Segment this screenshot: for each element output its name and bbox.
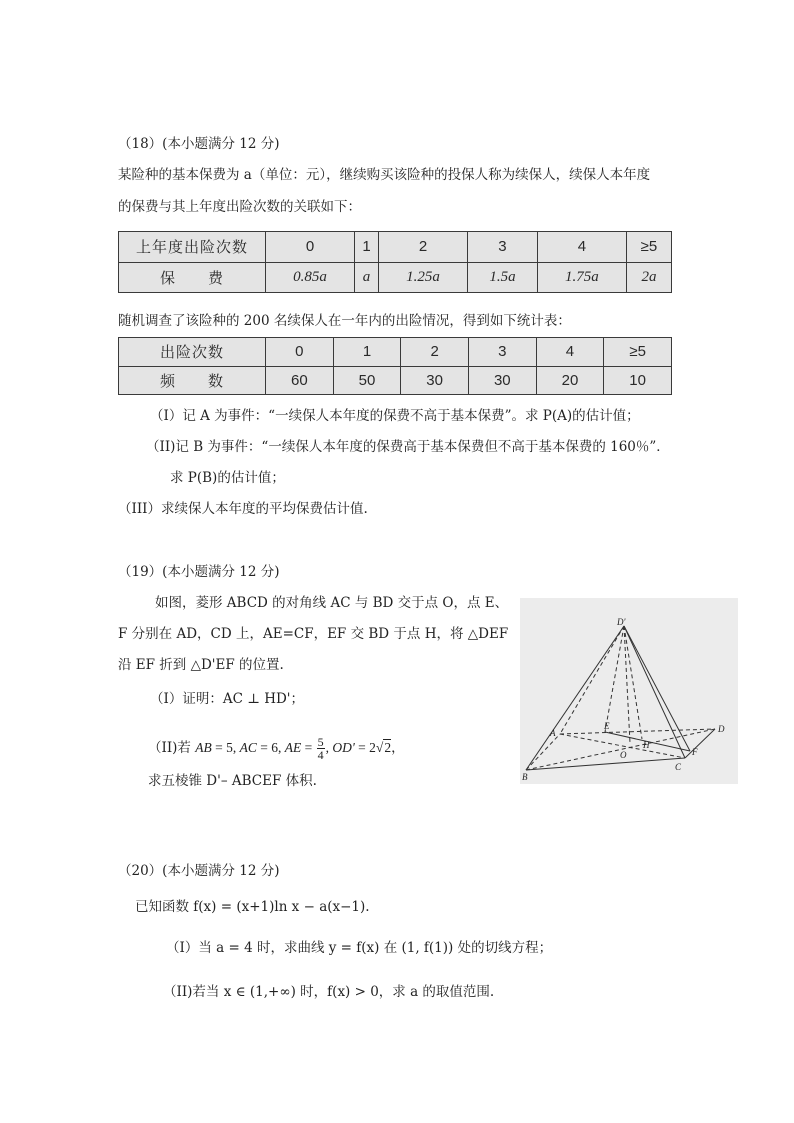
q18-part3: （III）求续保人本年度的平均保费估计值. [118, 501, 368, 517]
vertex-label-e: E [604, 721, 610, 731]
table-cell: 50 [333, 366, 401, 395]
frequency-table-row-claims [119, 338, 672, 367]
table-cell: 0 [266, 232, 355, 263]
q18-part2-line2: 求 P(B)的估计值； [170, 470, 285, 486]
q20-header: （20）(本小题满分 12 分) [118, 863, 280, 879]
premium-table-row-claims [119, 232, 672, 263]
q18-header: （18）(本小题满分 12 分) [118, 136, 280, 152]
vertex-label-d: D [718, 724, 725, 734]
table-cell: ≥5 [604, 338, 672, 367]
table-cell: 0.85a [266, 262, 355, 293]
q19-header: （19）(本小题满分 12 分) [118, 564, 280, 580]
table-cell: 4 [537, 232, 626, 263]
table-cell: 1.5a [468, 262, 538, 293]
pyramid-diagram [520, 598, 738, 784]
q18-survey-text: 随机调查了该险种的 200 名续保人在一年内的出险情况，得到如下统计表： [118, 313, 571, 329]
q19-part2 [148, 728, 405, 768]
table-cell: 60 [266, 366, 334, 395]
table-cell: 1 [333, 338, 401, 367]
table-cell: 1 [355, 232, 379, 263]
frequency-table [118, 337, 672, 395]
vertex-label-d-prime: D' [617, 617, 626, 627]
q19-part2-formula: AB = 5, AC = 6, AE = $\frac{5}{4}$ , OD' = 2√2， [195, 735, 405, 763]
q19-part2-label: （II)若 [148, 740, 191, 756]
q19-text-line1: 如图，菱形 ABCD 的对角线 AC 与 BD 交于点 O，点 E、 [155, 595, 509, 611]
table-cell: 保 费 [119, 262, 266, 293]
table-cell: 20 [536, 366, 604, 395]
q20-part1: （I）当 a = 4 时，求曲线 y = f(x) 在 (1, f(1)) 处的切线方程； [166, 940, 553, 956]
table-cell: 4 [536, 338, 604, 367]
table-cell: 3 [468, 232, 538, 263]
table-cell: 30 [401, 366, 469, 395]
q18-intro-line1: 某险种的基本保费为 a（单位：元），继续购买该险种的投保人称为续保人，续保人本年度 [118, 167, 651, 183]
pyramid-figure [520, 598, 738, 784]
q20-given: 已知函数 f(x) = (x+1)ln x − a(x−1). [135, 899, 370, 915]
q19-part3: 求五棱锥 D'– ABCEF 体积. [148, 773, 317, 789]
q19-text-line2: F 分别在 AD，CD 上，AE=CF，EF 交 BD 于点 H，将 △DEF [118, 626, 509, 642]
premium-table [118, 231, 672, 293]
table-cell: 上年度出险次数 [119, 232, 266, 263]
table-cell: 频 数 [119, 366, 266, 395]
table-cell: 3 [468, 338, 536, 367]
vertex-label-c: C [675, 762, 682, 772]
table-cell: 2a [626, 262, 671, 293]
q18-intro-line2: 的保费与其上年度出险次数的关联如下： [118, 199, 361, 215]
q19-part1: （I）证明：AC ⊥ HD'； [150, 691, 304, 707]
table-cell: 10 [604, 366, 672, 395]
table-cell: 1.75a [537, 262, 626, 293]
table-cell: 出险次数 [119, 338, 266, 367]
frequency-table-row-counts [119, 366, 672, 395]
table-cell: ≥5 [626, 232, 671, 263]
table-cell: 30 [468, 366, 536, 395]
vertex-label-h: H [643, 740, 650, 750]
table-cell: a [355, 262, 379, 293]
table-cell: 2 [401, 338, 469, 367]
q20-part2: （II)若当 x ∈ (1,+∞) 时，f(x) > 0，求 a 的取值范围. [163, 984, 495, 1000]
vertex-label-f: F [692, 747, 698, 757]
table-cell: 1.25a [378, 262, 467, 293]
vertex-label-o: O [620, 750, 627, 760]
table-cell: 2 [378, 232, 467, 263]
premium-table-row-premium [119, 262, 672, 293]
q18-part2-line1: （II)记 B 为事件：“一续保人本年度的保费高于基本保费但不高于基本保费的 160％”． [146, 439, 670, 455]
vertex-label-a: A [550, 728, 556, 738]
q18-part1: （I）记 A 为事件：“一续保人本年度的保费不高于基本保费”。求 P(A)的估计值； [150, 408, 640, 424]
q19-text-line3: 沿 EF 折到 △D'EF 的位置. [118, 657, 284, 673]
vertex-label-b: B [522, 772, 528, 782]
table-cell: 0 [266, 338, 334, 367]
